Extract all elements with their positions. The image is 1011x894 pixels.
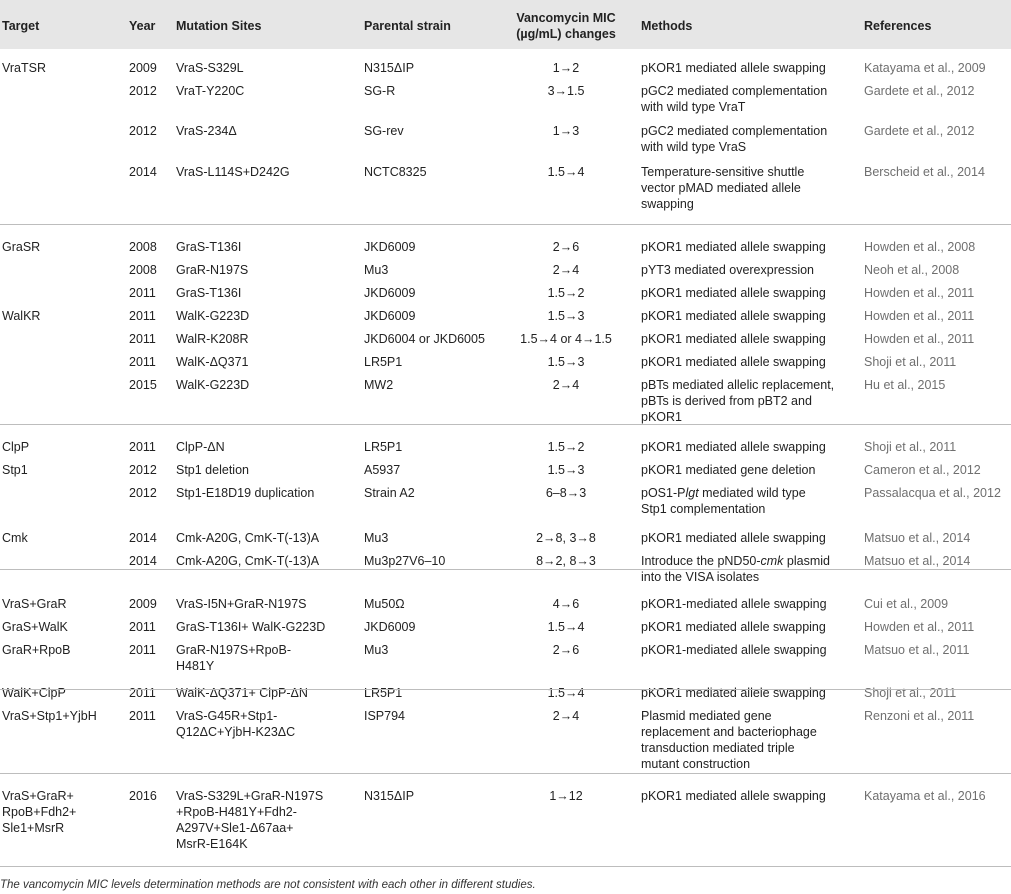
cell-reference: Matsuo et al., 2014	[864, 554, 971, 568]
cell-methods	[641, 354, 826, 370]
cell-target: GraS+WalK	[2, 620, 68, 634]
cell-reference: Neoh et al., 2008	[864, 263, 960, 277]
cell-mutation-sites-line: GraS-T136I	[176, 286, 242, 300]
cell-methods	[641, 462, 815, 478]
cell-methods	[641, 123, 827, 155]
cell-reference: Shoji et al., 2011	[864, 440, 957, 454]
cell-reference: Renzoni et al., 2011	[864, 709, 975, 723]
cell-methods	[641, 619, 826, 635]
cell-target: GraSR	[2, 240, 41, 254]
cell-methods	[641, 377, 834, 425]
cell-methods-line: pKOR1	[641, 410, 682, 424]
cell-methods	[641, 788, 826, 804]
cell-methods-line: pBTs mediated allelic replacement,	[641, 378, 835, 392]
cell-mutation-sites	[176, 485, 314, 501]
cell-methods	[641, 530, 826, 546]
cell-methods-line: replacement and bacteriophage	[641, 725, 817, 739]
cell-mutation-sites-line: WalK-G223D	[176, 309, 250, 323]
cell-target-line: VraS+GraR+	[2, 789, 74, 803]
header-methods: Methods	[641, 19, 693, 33]
cell-methods-line: pKOR1 mediated allele swapping	[641, 440, 826, 454]
cell-mic-change: 1.5→4	[547, 620, 585, 634]
cell-year: 2008	[129, 240, 157, 254]
cell-year: 2011	[129, 686, 156, 700]
cell-methods-line: pKOR1 mediated allele swapping	[641, 61, 826, 75]
cell-reference: Howden et al., 2008	[864, 240, 976, 254]
cell-mutation-sites-line: GraS-T136I	[176, 240, 242, 254]
cell-parental-strain: JKD6004 or JKD6005	[364, 332, 485, 346]
cell-methods-line: pBTs is derived from pBT2 and	[641, 394, 812, 408]
cell-methods-line: pKOR1 mediated allele swapping	[641, 355, 826, 369]
cell-year: 2011	[129, 355, 156, 369]
cell-mic-change: 1.5→3	[547, 463, 585, 477]
cell-mutation-sites	[176, 285, 241, 301]
header-mic-line1: Vancomycin MIC	[516, 11, 616, 25]
cell-target: VraTSR	[2, 61, 46, 75]
cell-target: ClpP	[2, 440, 30, 454]
cell-mutation-sites	[176, 354, 249, 370]
cell-mutation-sites-line: WalK-ΔQ371+ ClpP-ΔN	[176, 686, 308, 700]
cell-mutation-sites-line: Cmk-A20G, CmK-T(-13)A	[176, 531, 320, 545]
cell-parental-strain: Mu50Ω	[364, 597, 405, 611]
cell-mutation-sites	[176, 123, 237, 139]
header-mutation-sites: Mutation Sites	[176, 19, 262, 33]
cell-methods-line: pKOR1 mediated allele swapping	[641, 620, 826, 634]
cell-methods	[641, 642, 827, 658]
cell-target: WalK+ClpP	[2, 686, 66, 700]
group-divider	[0, 866, 1011, 867]
cell-mic-change: 1.5→2	[547, 286, 585, 300]
cell-mic-change: 1→3	[552, 124, 580, 138]
cell-methods	[641, 262, 814, 278]
cell-mutation-sites-line: VraS-G45R+Stp1-	[176, 709, 278, 723]
cell-parental-strain: JKD6009	[364, 620, 416, 634]
cell-mic-change: 1.5→4	[547, 165, 585, 179]
cell-mutation-sites-line: WalK-G223D	[176, 378, 250, 392]
group-divider	[0, 569, 1011, 570]
cell-year: 2012	[129, 463, 157, 477]
cell-mutation-sites	[176, 83, 244, 99]
table-body	[0, 49, 1011, 867]
cell-methods-line: pGC2 mediated complementation	[641, 124, 828, 138]
cell-methods-line: pKOR1 mediated allele swapping	[641, 240, 826, 254]
cell-parental-strain: LR5P1	[364, 440, 403, 454]
cell-parental-strain: JKD6009	[364, 240, 416, 254]
cell-mic-change: 2→4	[552, 378, 580, 392]
cell-mutation-sites-line: GraR-N197S	[176, 263, 249, 277]
cell-target: WalKR	[2, 309, 41, 323]
cell-mutation-sites-line: VraS-L114S+D242G	[176, 165, 290, 179]
cell-methods	[641, 164, 804, 212]
cell-mutation-sites	[176, 530, 319, 546]
cell-mutation-sites	[176, 262, 248, 278]
cell-methods-line: pKOR1 mediated allele swapping	[641, 286, 826, 300]
cell-parental-strain: A5937	[364, 463, 401, 477]
cell-mic-change: 1→12	[549, 789, 583, 803]
cell-parental-strain: N315ΔIP	[364, 789, 415, 803]
cell-reference: Passalacqua et al., 2012	[864, 486, 1001, 500]
cell-reference: Matsuo et al., 2014	[864, 531, 971, 545]
cell-mic-change: 1→2	[552, 61, 580, 75]
cell-mic-change: 1.5→4 or 4→1.5	[520, 332, 612, 346]
cell-year: 2012	[129, 486, 157, 500]
header-target: Target	[2, 19, 40, 33]
cell-reference: Howden et al., 2011	[864, 286, 975, 300]
cell-parental-strain: LR5P1	[364, 355, 403, 369]
cell-reference: Shoji et al., 2011	[864, 355, 957, 369]
cell-parental-strain: JKD6009	[364, 309, 416, 323]
cell-methods-line: pKOR1 mediated gene deletion	[641, 463, 816, 477]
cell-mutation-sites-line: WalK-ΔQ371	[176, 355, 249, 369]
header-parental-strain: Parental strain	[364, 19, 451, 33]
cell-mutation-sites	[176, 462, 249, 478]
cell-mutation-sites	[176, 308, 249, 324]
cell-methods-line: pYT3 mediated overexpression	[641, 263, 815, 277]
cell-mutation-sites-line: WalR-K208R	[176, 332, 249, 346]
cell-methods	[641, 239, 826, 255]
cell-parental-strain: Mu3	[364, 263, 389, 277]
cell-mutation-sites-line: VraS-S329L	[176, 61, 244, 75]
cell-parental-strain: ISP794	[364, 709, 406, 723]
cell-year: 2016	[129, 789, 157, 803]
cell-parental-strain: Strain A2	[364, 486, 415, 500]
table-footnote: The vancomycin MIC levels determination methods are not consistent with each other in different studies.	[0, 879, 536, 891]
cell-mic-change: 2→6	[552, 240, 580, 254]
cell-methods-line: pGC2 mediated complementation	[641, 84, 828, 98]
cell-year: 2015	[129, 378, 157, 392]
group-divider	[0, 224, 1011, 225]
cell-mutation-sites	[176, 60, 244, 76]
cell-mutation-sites	[176, 788, 323, 852]
cell-methods	[641, 485, 806, 517]
table-header	[0, 0, 1011, 49]
cell-mic-change: 1.5→4	[547, 686, 585, 700]
group-divider	[0, 424, 1011, 425]
cell-methods-line: Introduce the pND50-cmk plasmid	[641, 554, 830, 568]
cell-mutation-sites	[176, 619, 325, 635]
cell-mic-change: 2→4	[552, 709, 580, 723]
cell-target-line: RpoB+Fdh2+	[2, 805, 77, 819]
cell-year: 2012	[129, 84, 157, 98]
cell-year: 2014	[129, 531, 157, 545]
cell-reference: Howden et al., 2011	[864, 620, 975, 634]
cell-mutation-sites	[176, 164, 290, 180]
cell-methods-line: pKOR1 mediated allele swapping	[641, 531, 826, 545]
cell-parental-strain: Mu3	[364, 531, 389, 545]
cell-year: 2009	[129, 61, 157, 75]
group-divider	[0, 689, 1011, 690]
cell-methods-line: swapping	[641, 197, 694, 211]
cell-parental-strain: SG-rev	[364, 124, 404, 138]
cell-mic-change: 1.5→2	[547, 440, 585, 454]
cell-methods-line: Temperature-sensitive shuttle	[641, 165, 805, 179]
cell-parental-strain: MW2	[364, 378, 394, 392]
cell-mutation-sites	[176, 596, 307, 612]
cell-mutation-sites	[176, 377, 249, 393]
cell-methods-line: mutant construction	[641, 757, 751, 771]
header-mic	[501, 10, 631, 42]
cell-methods	[641, 708, 817, 772]
header-year: Year	[129, 19, 156, 33]
cell-mutation-sites	[176, 331, 248, 347]
cell-mutation-sites-line: VraS-I5N+GraR-N197S	[176, 597, 307, 611]
cell-mutation-sites-line: ClpP-ΔN	[176, 440, 225, 454]
cell-mutation-sites-line: A297V+Sle1-Δ67aa+	[176, 821, 294, 835]
cell-reference: Hu et al., 2015	[864, 378, 946, 392]
cell-methods	[641, 60, 826, 76]
cell-year: 2011	[129, 643, 156, 657]
cell-methods-line: pKOR1-mediated allele swapping	[641, 643, 827, 657]
cell-methods-line: Stp1 complementation	[641, 502, 766, 516]
cell-parental-strain: SG-R	[364, 84, 396, 98]
cell-mutation-sites	[176, 553, 319, 569]
header-mic-line2: (µg/mL) changes	[516, 27, 616, 41]
cell-reference: Matsuo et al., 2011	[864, 643, 970, 657]
cell-mutation-sites-line: GraR-N197S+RpoB-	[176, 643, 291, 657]
cell-mutation-sites	[176, 239, 241, 255]
cell-methods-line: pOS1-Plgt mediated wild type	[641, 486, 806, 500]
cell-mic-change: 2→8, 3→8	[536, 531, 596, 545]
cell-methods-line: vector pMAD mediated allele	[641, 181, 801, 195]
cell-methods	[641, 83, 827, 115]
cell-methods-line: pKOR1-mediated allele swapping	[641, 597, 827, 611]
cell-mutation-sites-line: H481Y	[176, 659, 215, 673]
cell-parental-strain: Mu3	[364, 643, 389, 657]
cell-mutation-sites	[176, 439, 225, 455]
cell-parental-strain: Mu3p27V6–10	[364, 554, 446, 568]
cell-mic-change: 1.5→3	[547, 355, 585, 369]
cell-methods-line: Plasmid mediated gene	[641, 709, 772, 723]
cell-year: 2011	[129, 286, 156, 300]
cell-year: 2011	[129, 709, 156, 723]
cell-year: 2011	[129, 309, 156, 323]
cell-mic-change: 8→2, 8→3	[536, 554, 596, 568]
cell-methods-line: transduction mediated triple	[641, 741, 795, 755]
cell-year: 2008	[129, 263, 157, 277]
cell-target: VraS+Stp1+YjbH	[2, 709, 97, 723]
cell-mutation-sites-line: VraT-Y220C	[176, 84, 245, 98]
cell-parental-strain: NCTC8325	[364, 165, 427, 179]
cell-mutation-sites-line: +RpoB-H481Y+Fdh2-	[176, 805, 297, 819]
cell-reference: Gardete et al., 2012	[864, 84, 975, 98]
cell-reference: Katayama et al., 2016	[864, 789, 986, 803]
cell-target-line: Sle1+MsrR	[2, 821, 65, 835]
cell-mutation-sites-line: Stp1-E18D19 duplication	[176, 486, 315, 500]
cell-year: 2012	[129, 124, 157, 138]
cell-mutation-sites	[176, 685, 308, 701]
cell-methods	[641, 439, 826, 455]
cell-reference: Howden et al., 2011	[864, 309, 975, 323]
cell-year: 2011	[129, 440, 156, 454]
cell-methods-line: pKOR1 mediated allele swapping	[641, 309, 826, 323]
cell-mutation-sites-line: VraS-S329L+GraR-N197S	[176, 789, 324, 803]
cell-mutation-sites-line: VraS-234Δ	[176, 124, 237, 138]
cell-reference: Shoji et al., 2011	[864, 686, 957, 700]
cell-methods	[641, 596, 827, 612]
cell-methods-line: into the VISA isolates	[641, 570, 760, 584]
cell-year: 2009	[129, 597, 157, 611]
cell-methods-line: pKOR1 mediated allele swapping	[641, 789, 826, 803]
cell-target: Stp1	[2, 463, 28, 477]
cell-mic-change: 4→6	[552, 597, 580, 611]
cell-reference: Gardete et al., 2012	[864, 124, 975, 138]
cell-mutation-sites-line: MsrR-E164K	[176, 837, 248, 851]
cell-mutation-sites-line: Q12ΔC+YjbH-K23ΔC	[176, 725, 296, 739]
cell-parental-strain: JKD6009	[364, 286, 416, 300]
cell-mic-change: 1.5→3	[547, 309, 585, 323]
cell-methods	[641, 285, 826, 301]
cell-mutation-sites	[176, 642, 291, 674]
cell-target: Cmk	[2, 531, 28, 545]
cell-reference: Cui et al., 2009	[864, 597, 949, 611]
cell-mic-change: 6–8→3	[545, 486, 587, 500]
cell-year: 2011	[129, 332, 156, 346]
cell-target: VraS+GraR	[2, 597, 67, 611]
cell-methods	[641, 331, 826, 347]
cell-mutation-sites-line: Cmk-A20G, CmK-T(-13)A	[176, 554, 320, 568]
cell-reference: Howden et al., 2011	[864, 332, 975, 346]
cell-methods-line: pKOR1 mediated allele swapping	[641, 686, 826, 700]
cell-mic-change: 3→1.5	[547, 84, 585, 98]
cell-mic-change: 2→6	[552, 643, 580, 657]
cell-methods	[641, 685, 826, 701]
group-divider	[0, 773, 1011, 774]
cell-year: 2014	[129, 165, 157, 179]
cell-reference: Katayama et al., 2009	[864, 61, 986, 75]
cell-methods-line: pKOR1 mediated allele swapping	[641, 332, 826, 346]
cell-reference: Berscheid et al., 2014	[864, 165, 985, 179]
header-references: References	[864, 19, 932, 33]
cell-mutation-sites-line: GraS-T136I+ WalK-G223D	[176, 620, 326, 634]
cell-methods-line: with wild type VraS	[641, 140, 747, 154]
cell-methods-line: with wild type VraT	[641, 100, 746, 114]
cell-parental-strain: N315ΔIP	[364, 61, 415, 75]
cell-target	[2, 788, 76, 836]
cell-reference: Cameron et al., 2012	[864, 463, 981, 477]
cell-parental-strain: LR5P1	[364, 686, 403, 700]
cell-target: GraR+RpoB	[2, 643, 71, 657]
cell-mutation-sites	[176, 708, 295, 740]
cell-mic-change: 2→4	[552, 263, 580, 277]
cell-year: 2011	[129, 620, 156, 634]
cell-year: 2014	[129, 554, 157, 568]
cell-mutation-sites-line: Stp1 deletion	[176, 463, 249, 477]
cell-methods	[641, 308, 826, 324]
